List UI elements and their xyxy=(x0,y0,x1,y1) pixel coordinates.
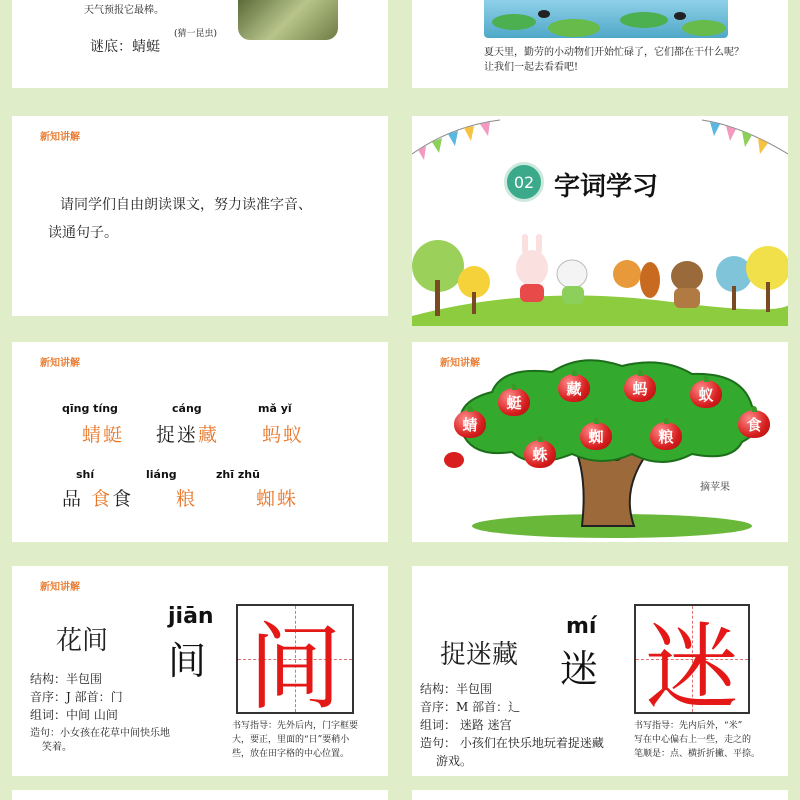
char-large: 迷 xyxy=(644,613,739,723)
slide-vocabulary xyxy=(12,342,388,542)
word-mayi: 蚂蚁 xyxy=(262,424,305,446)
intro-text-2: 让我们一起去看看吧! xyxy=(484,62,579,73)
context-word: 花间 xyxy=(56,626,109,656)
dragonfly-photo xyxy=(238,0,338,40)
apple-zhu[interactable]: 蛛 xyxy=(524,440,556,468)
instruction-line-1: 请同学们自由朗读课文，努力读准字音、 xyxy=(60,197,312,213)
writing-guide-1: 书写指导：先外后内，门字框要 xyxy=(232,721,359,731)
char-sentence-1: 造句：小女孩在花草中间快乐地 xyxy=(30,728,170,739)
slide-next-right-partial xyxy=(412,790,788,800)
pond-illustration xyxy=(484,0,728,38)
section-number: 02 xyxy=(513,172,535,192)
apple-zhi[interactable]: 蜘 xyxy=(580,422,612,450)
apple-qing[interactable]: 蜻 xyxy=(454,410,486,438)
char-large: 间 xyxy=(247,613,342,723)
char-structure: 结构：半包围 xyxy=(420,682,493,696)
char-pinyin: mí xyxy=(566,614,597,639)
char-plain: 迷 xyxy=(560,647,599,691)
word-zhizhu: 蜘蛛 xyxy=(256,488,299,510)
riddle-hint: (猜一昆虫) xyxy=(174,29,218,39)
riddle-answer: 谜底：蜻蜓 xyxy=(90,39,160,55)
pinyin-liang: liáng xyxy=(146,468,177,481)
word-liang: 粮 xyxy=(176,488,198,510)
section-tag: 新知讲解 xyxy=(40,582,80,593)
section-tag: 新知讲解 xyxy=(440,358,480,369)
tianzige-grid xyxy=(236,604,354,723)
instruction-line-2: 读通句子。 xyxy=(48,225,118,241)
slide-char-jian xyxy=(12,566,388,776)
char-structure: 结构：半包围 xyxy=(30,672,103,686)
char-plain: 间 xyxy=(168,639,207,683)
pinyin-shi: shí xyxy=(76,468,95,481)
char-radical: 音序：J 部首：门 xyxy=(30,690,123,704)
writing-guide-2: 写在中心偏右上一些，走之的 xyxy=(634,735,752,745)
section-number-badge xyxy=(504,162,544,202)
writing-guide-3: 笔顺是：点、横折折撇、平捺。 xyxy=(634,749,761,759)
apple-liang[interactable]: 粮 xyxy=(650,422,682,450)
char-pinyin: jiān xyxy=(168,604,214,629)
slide-next-left-partial xyxy=(12,790,388,800)
apple-shi[interactable]: 食 xyxy=(738,410,770,438)
apple-ting[interactable]: 蜓 xyxy=(498,388,530,416)
char-words: 组词： 迷路 迷宫 xyxy=(420,718,512,732)
riddle-text: 天气预报它最棒。 xyxy=(84,5,164,16)
section-tag: 新知讲解 xyxy=(40,358,80,369)
animals-meadow-illustration xyxy=(412,224,788,326)
section-title: 字词学习 xyxy=(554,172,659,202)
char-sentence-2: 游戏。 xyxy=(436,754,473,768)
char-sentence-2: 笑着。 xyxy=(42,742,72,753)
writing-guide-1: 书写指导：先内后外，“米” xyxy=(634,721,743,731)
game-caption: 摘苹果 xyxy=(700,482,730,493)
slide-intro xyxy=(412,0,788,88)
slide-riddle xyxy=(12,0,388,88)
intro-text-1: 夏天里，勤劳的小动物们开始忙碌了，它们都在干什么呢？ xyxy=(484,47,744,58)
slide-read-instruction xyxy=(12,116,388,316)
char-words: 组词：中间 山间 xyxy=(30,708,118,722)
pinyin-mayi: mǎ yǐ xyxy=(258,402,292,415)
apple-cang[interactable]: 藏 xyxy=(558,374,590,402)
word-pinshishi: 品 食食 xyxy=(62,488,134,510)
pinyin-cang: cáng xyxy=(172,402,202,415)
slide-char-mi xyxy=(412,566,788,776)
apple-yi[interactable]: 蚁 xyxy=(690,380,722,408)
pinyin-qingting: qīng tíng xyxy=(62,402,118,415)
pinyin-zhizhu: zhī zhū xyxy=(216,468,260,481)
char-radical: 音序：M 部首：辶 xyxy=(420,700,521,714)
context-word: 捉迷藏 xyxy=(440,640,519,670)
writing-guide-3: 些，放在田字格的中心位置。 xyxy=(232,749,350,759)
tianzige-grid xyxy=(634,604,750,723)
word-qingting: 蜻蜓 xyxy=(82,424,125,446)
slide-apple-tree-game xyxy=(412,342,788,542)
apple-ma[interactable]: 蚂 xyxy=(624,374,656,402)
section-tag: 新知讲解 xyxy=(40,132,80,143)
lily-pads-icon xyxy=(484,0,728,38)
char-sentence-1: 造句： 小孩们在快乐地玩着捉迷藏 xyxy=(420,736,604,750)
word-zhuomicang: 捉迷藏 xyxy=(156,424,220,446)
writing-guide-2: 大，要正，里面的“日”要稍小 xyxy=(232,735,350,745)
slide-section-title xyxy=(412,116,788,326)
